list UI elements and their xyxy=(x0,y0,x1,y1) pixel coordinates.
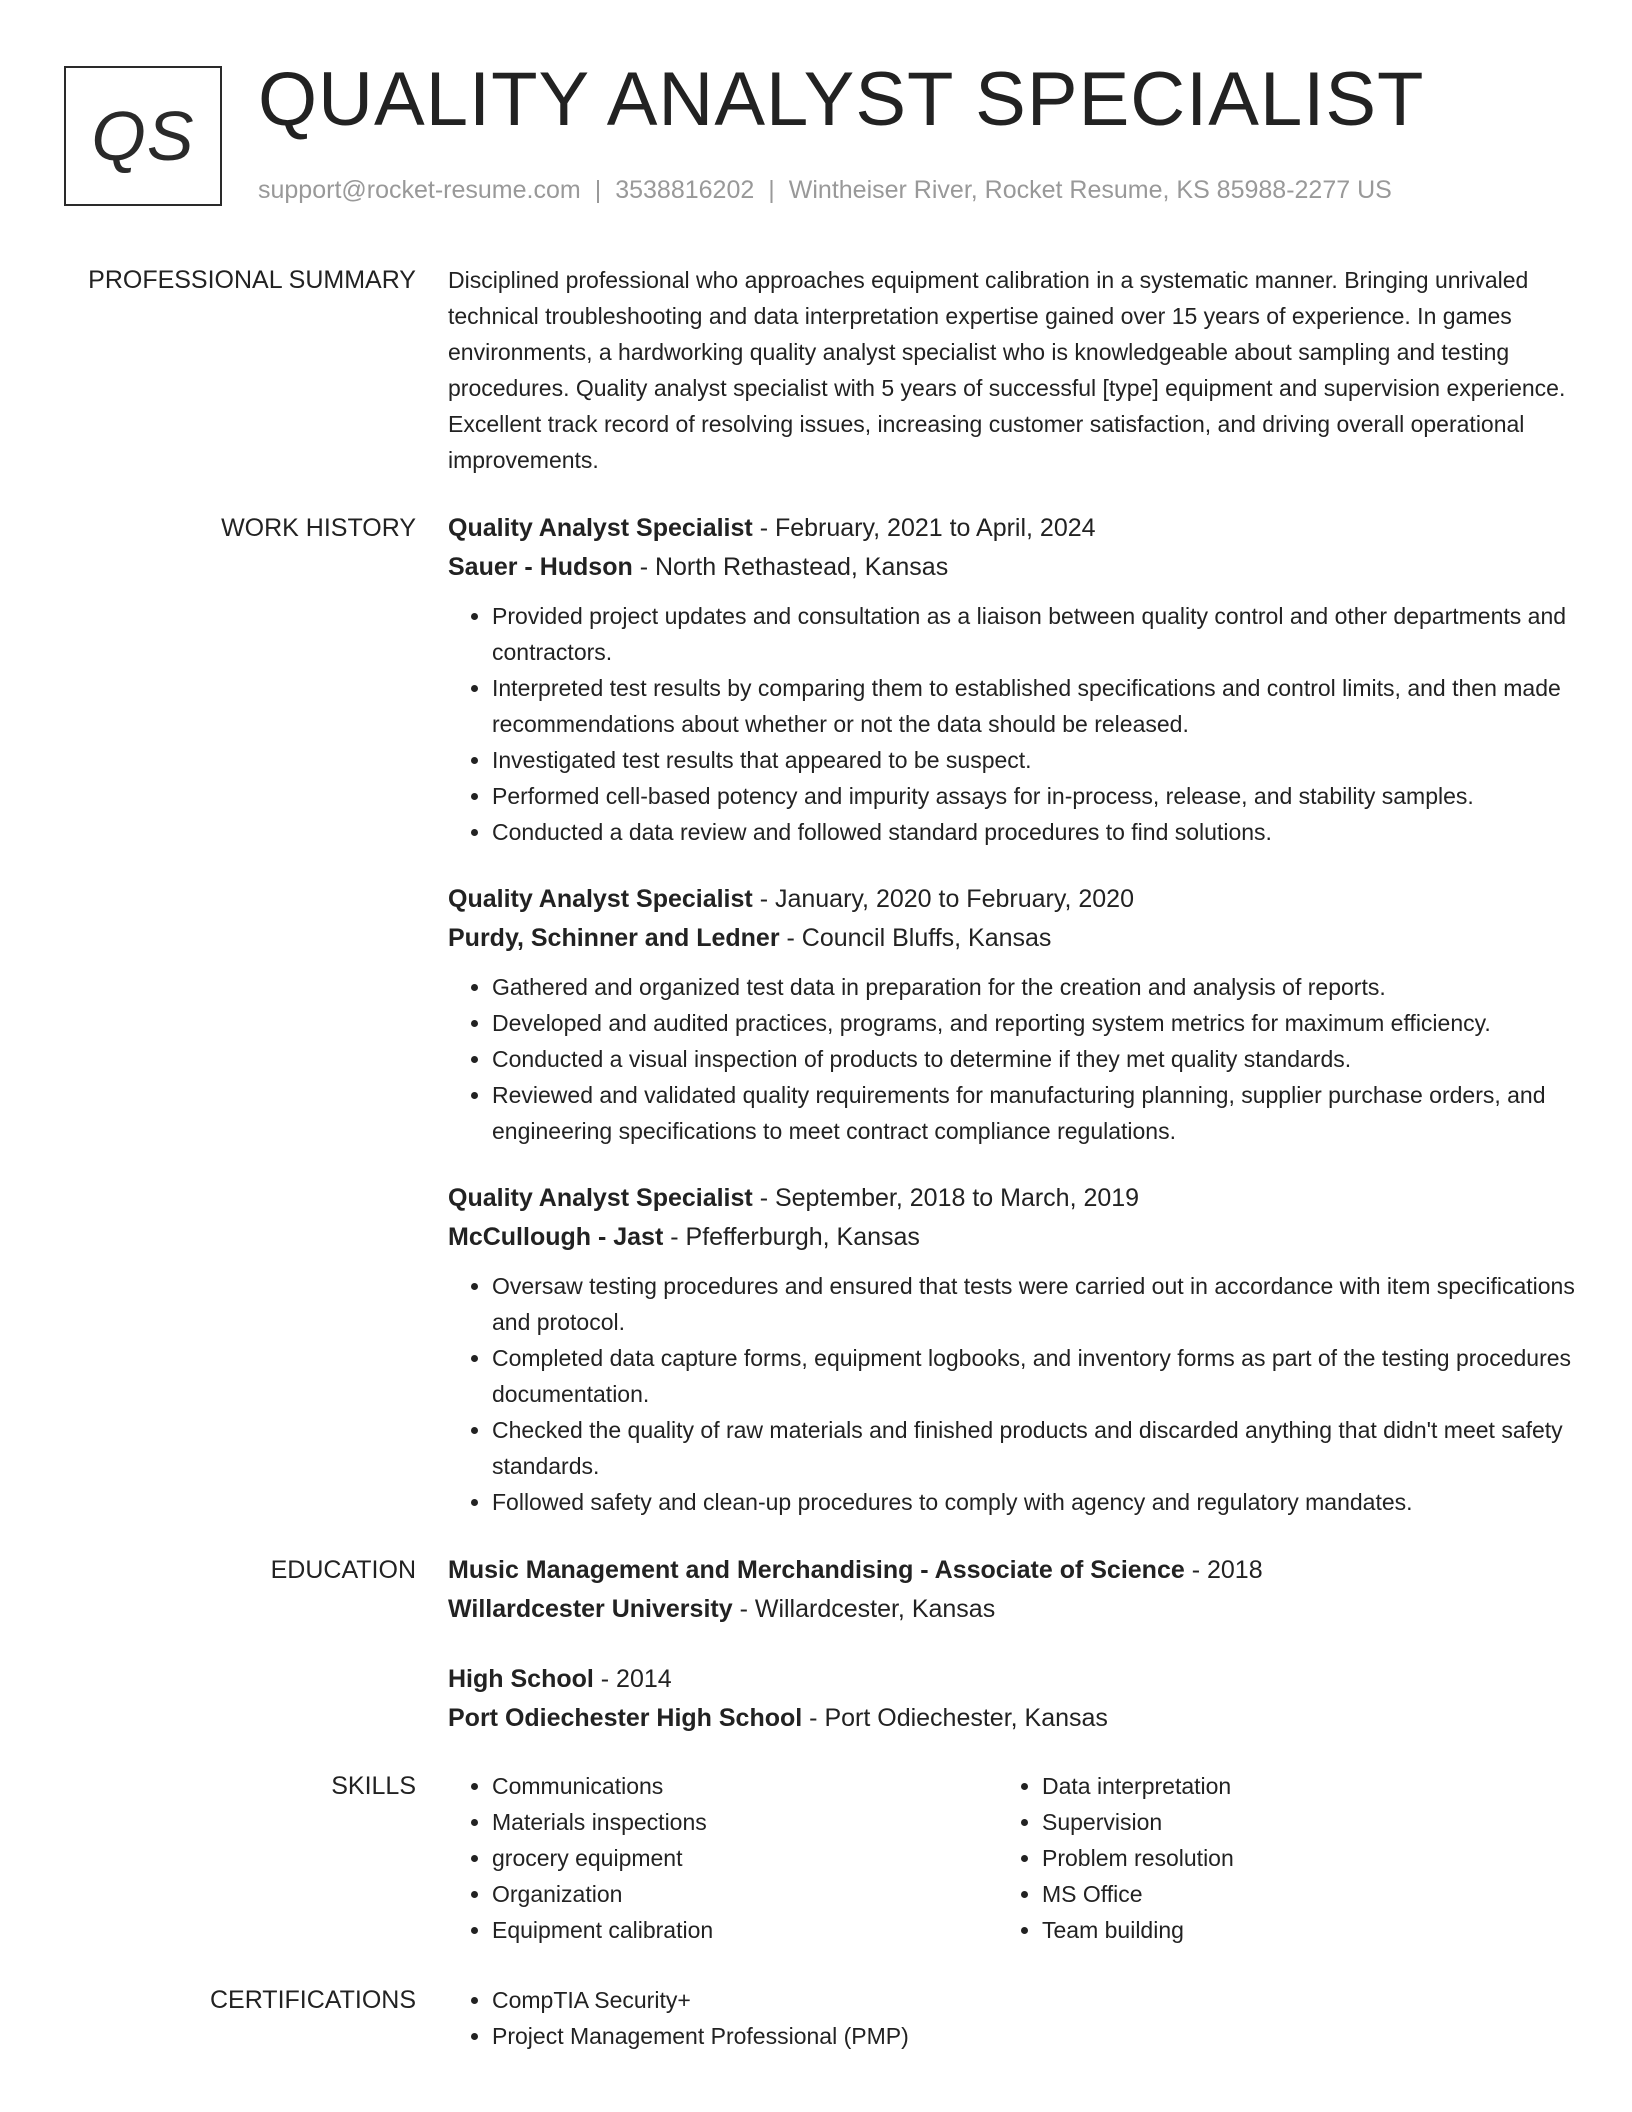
contact-address: Wintheiser River, Rocket Resume, KS 85988-2277 US xyxy=(788,176,1392,204)
contact-line xyxy=(258,176,1392,205)
list-item: • Gathered and organized test data in preparation for the creation and analysis of reports. xyxy=(492,969,1578,1005)
summary-section xyxy=(0,262,1632,478)
degree-year: - 2018 xyxy=(1184,1556,1263,1584)
contact-email[interactable]: support@rocket-resume.com xyxy=(258,176,581,204)
skills-column-right xyxy=(998,1768,1548,1948)
certifications-list xyxy=(448,1982,1578,2054)
skill-item: • Supervision xyxy=(1042,1804,1548,1840)
skills-heading: SKILLS xyxy=(331,1772,416,1800)
job-title-line xyxy=(448,509,1578,548)
skill-item: • Communications xyxy=(492,1768,998,1804)
work-history-heading: WORK HISTORY xyxy=(221,514,416,542)
job-entry xyxy=(448,1179,1578,1520)
school-location: - Port Odiechester, Kansas xyxy=(802,1704,1108,1732)
degree-line xyxy=(448,1551,1578,1590)
list-item: • Provided project updates and consultation as a liaison between quality control and other departments and contractors. xyxy=(492,598,1578,670)
list-item: • Developed and audited practices, programs, and reporting system metrics for maximum efficiency. xyxy=(492,1005,1578,1041)
job-entry xyxy=(448,880,1578,1149)
list-item: • Checked the quality of raw materials and finished products and discarded anything that didn't meet safety standards. xyxy=(492,1412,1578,1484)
list-item: • Investigated test results that appeared to be suspect. xyxy=(492,742,1578,778)
job-location: - Pfefferburgh, Kansas xyxy=(663,1223,920,1251)
certification-item: • CompTIA Security+ xyxy=(492,1982,1578,2018)
job-company-line xyxy=(448,919,1578,958)
school-name: Port Odiechester High School xyxy=(448,1704,803,1732)
degree-year: - 2014 xyxy=(593,1665,672,1693)
contact-phone[interactable]: 3538816202 xyxy=(615,176,755,204)
work-history-section xyxy=(0,509,1632,1520)
job-bullets xyxy=(448,598,1578,850)
monogram-text: QS xyxy=(91,97,195,175)
job-dates: - February, 2021 to April, 2024 xyxy=(752,514,1096,542)
education-entry xyxy=(448,1551,1578,1629)
school-line xyxy=(448,1699,1578,1738)
skill-item: • Materials inspections xyxy=(492,1804,998,1840)
job-dates: - January, 2020 to February, 2020 xyxy=(752,885,1134,913)
skills-section xyxy=(0,1768,1632,1948)
skills-column-left xyxy=(448,1768,998,1948)
school-name: Willardcester University xyxy=(448,1595,733,1623)
list-item: • Completed data capture forms, equipment logbooks, and inventory forms as part of the testing procedures documentation. xyxy=(492,1340,1578,1412)
education-section xyxy=(0,1551,1632,1738)
certifications-section xyxy=(0,1982,1632,2054)
skill-item: • grocery equipment xyxy=(492,1840,998,1876)
skill-item: • MS Office xyxy=(1042,1876,1548,1912)
school-location: - Willardcester, Kansas xyxy=(732,1595,996,1623)
job-company: McCullough - Jast xyxy=(448,1223,664,1251)
school-line xyxy=(448,1590,1578,1629)
job-company-line xyxy=(448,1218,1578,1257)
skill-item: • Equipment calibration xyxy=(492,1912,998,1948)
degree-name: High School xyxy=(448,1665,594,1693)
degree-line xyxy=(448,1660,1578,1699)
job-title-line xyxy=(448,880,1578,919)
job-title-line xyxy=(448,1179,1578,1218)
contact-separator: | xyxy=(768,176,775,204)
list-item: • Performed cell-based potency and impurity assays for in-process, release, and stability samples. xyxy=(492,778,1578,814)
skills-grid xyxy=(448,1768,1578,1948)
skill-item: • Organization xyxy=(492,1876,998,1912)
skill-item: • Team building xyxy=(1042,1912,1548,1948)
job-company: Sauer - Hudson xyxy=(448,553,633,581)
job-dates: - September, 2018 to March, 2019 xyxy=(752,1184,1140,1212)
resume-title: QUALITY ANALYST SPECIALIST xyxy=(258,57,1425,142)
job-location: - North Rethastead, Kansas xyxy=(632,553,949,581)
job-bullets xyxy=(448,969,1578,1149)
education-entry xyxy=(448,1660,1578,1738)
contact-separator: | xyxy=(594,176,602,204)
job-location: - Council Bluffs, Kansas xyxy=(779,924,1052,952)
list-item: • Followed safety and clean-up procedures to comply with agency and regulatory mandates. xyxy=(492,1484,1578,1520)
summary-heading: PROFESSIONAL SUMMARY xyxy=(88,266,416,294)
resume-body xyxy=(0,262,1632,2054)
summary-text: Disciplined professional who approaches equipment calibration in a systematic manner. Bringing unrivaled technical troubleshooting and data interpretation expertise gained over 15 years of experience. In games environments, a hardworking quality analyst specialist who is knowledgeable about sampling and testing procedures. Quality analyst specialist with 5 years of successful [type] equipment and supervision experience. Excellent track record of resolving issues, increasing customer satisfaction, and driving overall operational improvements. xyxy=(448,267,1566,473)
job-bullets xyxy=(448,1268,1578,1520)
monogram-badge xyxy=(64,66,222,206)
job-company-line xyxy=(448,548,1578,587)
job-title: Quality Analyst Specialist xyxy=(448,885,753,913)
job-title: Quality Analyst Specialist xyxy=(448,1184,753,1212)
job-company: Purdy, Schinner and Ledner xyxy=(448,924,780,952)
job-title: Quality Analyst Specialist xyxy=(448,514,753,542)
certification-item: • Project Management Professional (PMP) xyxy=(492,2018,1578,2054)
skill-item: • Data interpretation xyxy=(1042,1768,1548,1804)
degree-name: Music Management and Merchandising - Associate of Science xyxy=(448,1556,1185,1584)
education-heading: EDUCATION xyxy=(270,1556,416,1584)
list-item: • Oversaw testing procedures and ensured that tests were carried out in accordance with item specifications and protocol. xyxy=(492,1268,1578,1340)
list-item: • Reviewed and validated quality requirements for manufacturing planning, supplier purchase orders, and engineering specifications to meet contract compliance regulations. xyxy=(492,1077,1578,1149)
skill-item: • Problem resolution xyxy=(1042,1840,1548,1876)
list-item: • Conducted a visual inspection of products to determine if they met quality standards. xyxy=(492,1041,1578,1077)
list-item: • Interpreted test results by comparing them to established specifications and control limits, and then made recommendations about whether or not the data should be released. xyxy=(492,670,1578,742)
job-entry xyxy=(448,509,1578,850)
certifications-heading: CERTIFICATIONS xyxy=(209,1986,416,2014)
list-item: • Conducted a data review and followed standard procedures to find solutions. xyxy=(492,814,1578,850)
